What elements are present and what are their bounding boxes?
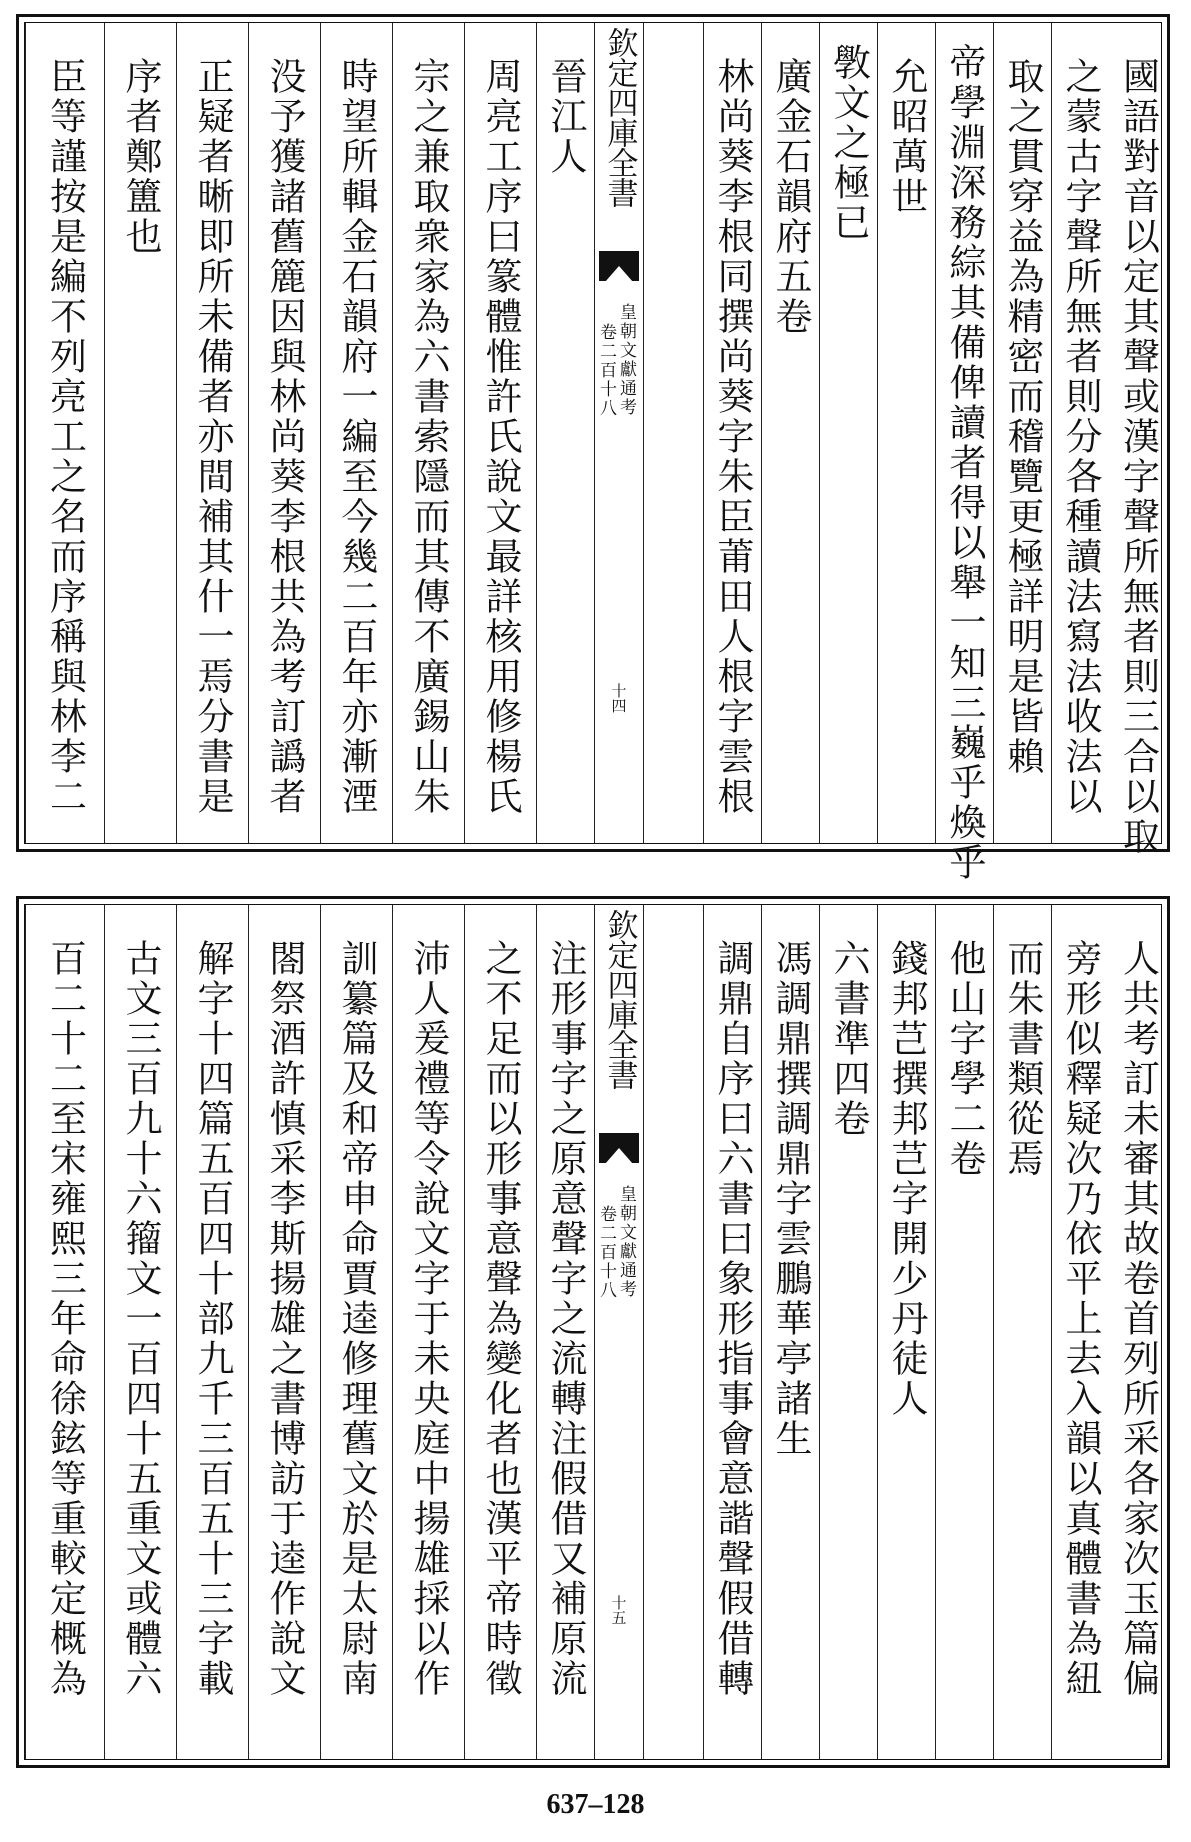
text-column	[25, 23, 104, 843]
text-column	[877, 23, 935, 843]
text-column	[761, 905, 819, 1759]
fishtail-center-column	[594, 23, 644, 843]
text-column	[104, 23, 176, 843]
column-text: 六書準四卷	[827, 939, 870, 1139]
column-text: 臣等謹按是編不列亮工之名而序稱與林李二	[43, 57, 87, 817]
column-text: 國語對音以定其聲或漢字聲所無者則三合以取	[1116, 57, 1160, 857]
column-text: 時望所輯金石韻府一編至今幾二百年亦漸湮	[335, 57, 378, 817]
column-text: 而朱書類從焉	[1001, 939, 1044, 1179]
text-column	[104, 905, 176, 1759]
text-column	[320, 23, 392, 843]
column-text: 旁形似釋疑次乃依平上去入韻以真體書為紐	[1059, 939, 1102, 1699]
text-column	[1051, 23, 1109, 843]
column-text: 注形事字之原意聲字之流轉注假借又補原流	[544, 939, 587, 1699]
library-title: 欽定四庫全書	[601, 909, 638, 1089]
column-text: 解字十四篇五百四十部九千三百五十三字載	[191, 939, 234, 1699]
text-column	[703, 905, 761, 1759]
column-text: 古文三百九十六籀文一百四十五重文或體六	[119, 939, 162, 1699]
column-text: 閤祭酒許慎采李斯揚雄之書博訪于逵作說文	[263, 939, 306, 1699]
column-text: 廣金石韻府五卷	[769, 57, 812, 337]
text-column	[248, 23, 320, 843]
text-column	[464, 23, 536, 843]
text-column	[320, 905, 392, 1759]
column-text: 他山字學二卷	[943, 939, 986, 1179]
book-title: 皇朝文獻通考	[616, 1185, 636, 1299]
book-title: 皇朝文獻通考	[616, 303, 636, 417]
text-column	[1051, 905, 1109, 1759]
fishtail-ornament	[599, 1133, 639, 1163]
volume-label: 卷二百十八	[596, 323, 616, 418]
text-column	[819, 23, 877, 843]
library-title: 欽定四庫全書	[601, 27, 638, 207]
text-column	[248, 905, 320, 1759]
text-column	[993, 23, 1051, 843]
column-text: 百二十二至宋雍熙三年命徐鉉等重較定概為	[43, 939, 87, 1699]
volume-label: 卷二百十八	[596, 1205, 616, 1300]
column-text: 取之貫穿益為精密而稽覽更極詳明是皆賴	[1001, 57, 1044, 777]
column-text: 序者鄭簠也	[119, 57, 162, 257]
folio-number: 十五	[609, 1595, 628, 1625]
column-text: 林尚葵李根同撰尚葵字朱臣莆田人根字雲根	[711, 57, 754, 817]
text-column	[536, 23, 594, 843]
column-text: 帝學淵深務綜其備俾讀者得以舉一知三巍乎煥乎	[943, 43, 986, 883]
column-text: 正疑者晰即所未備者亦間補其什一焉分書是	[191, 57, 234, 817]
text-column	[464, 905, 536, 1759]
text-column	[1109, 905, 1167, 1759]
column-text: 訓纂篇及和帝申命賈逵修理舊文於是太尉南	[335, 939, 378, 1699]
text-column	[536, 905, 594, 1759]
top-page-frame	[16, 14, 1170, 883]
column-text: 之蒙古字聲所無者則分各種讀法寫法收法以	[1059, 57, 1102, 817]
fishtail-center-column	[594, 905, 644, 1759]
text-column	[392, 23, 464, 843]
text-column	[761, 23, 819, 843]
bottom-page-frame	[16, 896, 1170, 1768]
text-column	[176, 23, 248, 843]
column-text: 允昭萬世	[885, 57, 928, 217]
column-text: 人共考訂未審其故卷首列所采各家次玉篇偏	[1116, 939, 1160, 1699]
column-text: 錢邦芑撰邦芑字開少丹徒人	[885, 939, 928, 1419]
text-column	[935, 905, 993, 1759]
column-text: 晉江人	[544, 57, 587, 177]
text-column	[819, 905, 877, 1759]
column-text: 沛人爰禮等令說文字于未央庭中揚雄採以作	[407, 939, 450, 1699]
page-number: 637–128	[546, 1789, 645, 1820]
fishtail-ornament	[599, 251, 639, 281]
text-column	[176, 905, 248, 1759]
text-column	[1109, 23, 1167, 857]
column-text: 没予獲諸舊簏因與林尚葵李根共為考訂譌者	[263, 57, 306, 817]
text-column	[877, 905, 935, 1759]
column-text: 之不足而以形事意聲為變化者也漢平帝時徵	[479, 939, 522, 1699]
text-column	[993, 905, 1051, 1759]
text-column	[935, 23, 993, 883]
text-column	[25, 905, 104, 1759]
column-text: 馮調鼎撰調鼎字雲鵬華亭諸生	[769, 939, 812, 1459]
column-text: 調鼎自序曰六書曰象形指事會意諧聲假借轉	[711, 939, 754, 1699]
folio-number: 十四	[609, 683, 628, 713]
text-column	[392, 905, 464, 1759]
column-text: 周亮工序曰篆體惟許氏說文最詳核用修楊氏	[479, 57, 522, 817]
text-column	[703, 23, 761, 843]
column-text: 斆文之極已	[827, 43, 870, 243]
column-text: 宗之兼取衆家為六書索隱而其傳不廣錫山朱	[407, 57, 450, 817]
